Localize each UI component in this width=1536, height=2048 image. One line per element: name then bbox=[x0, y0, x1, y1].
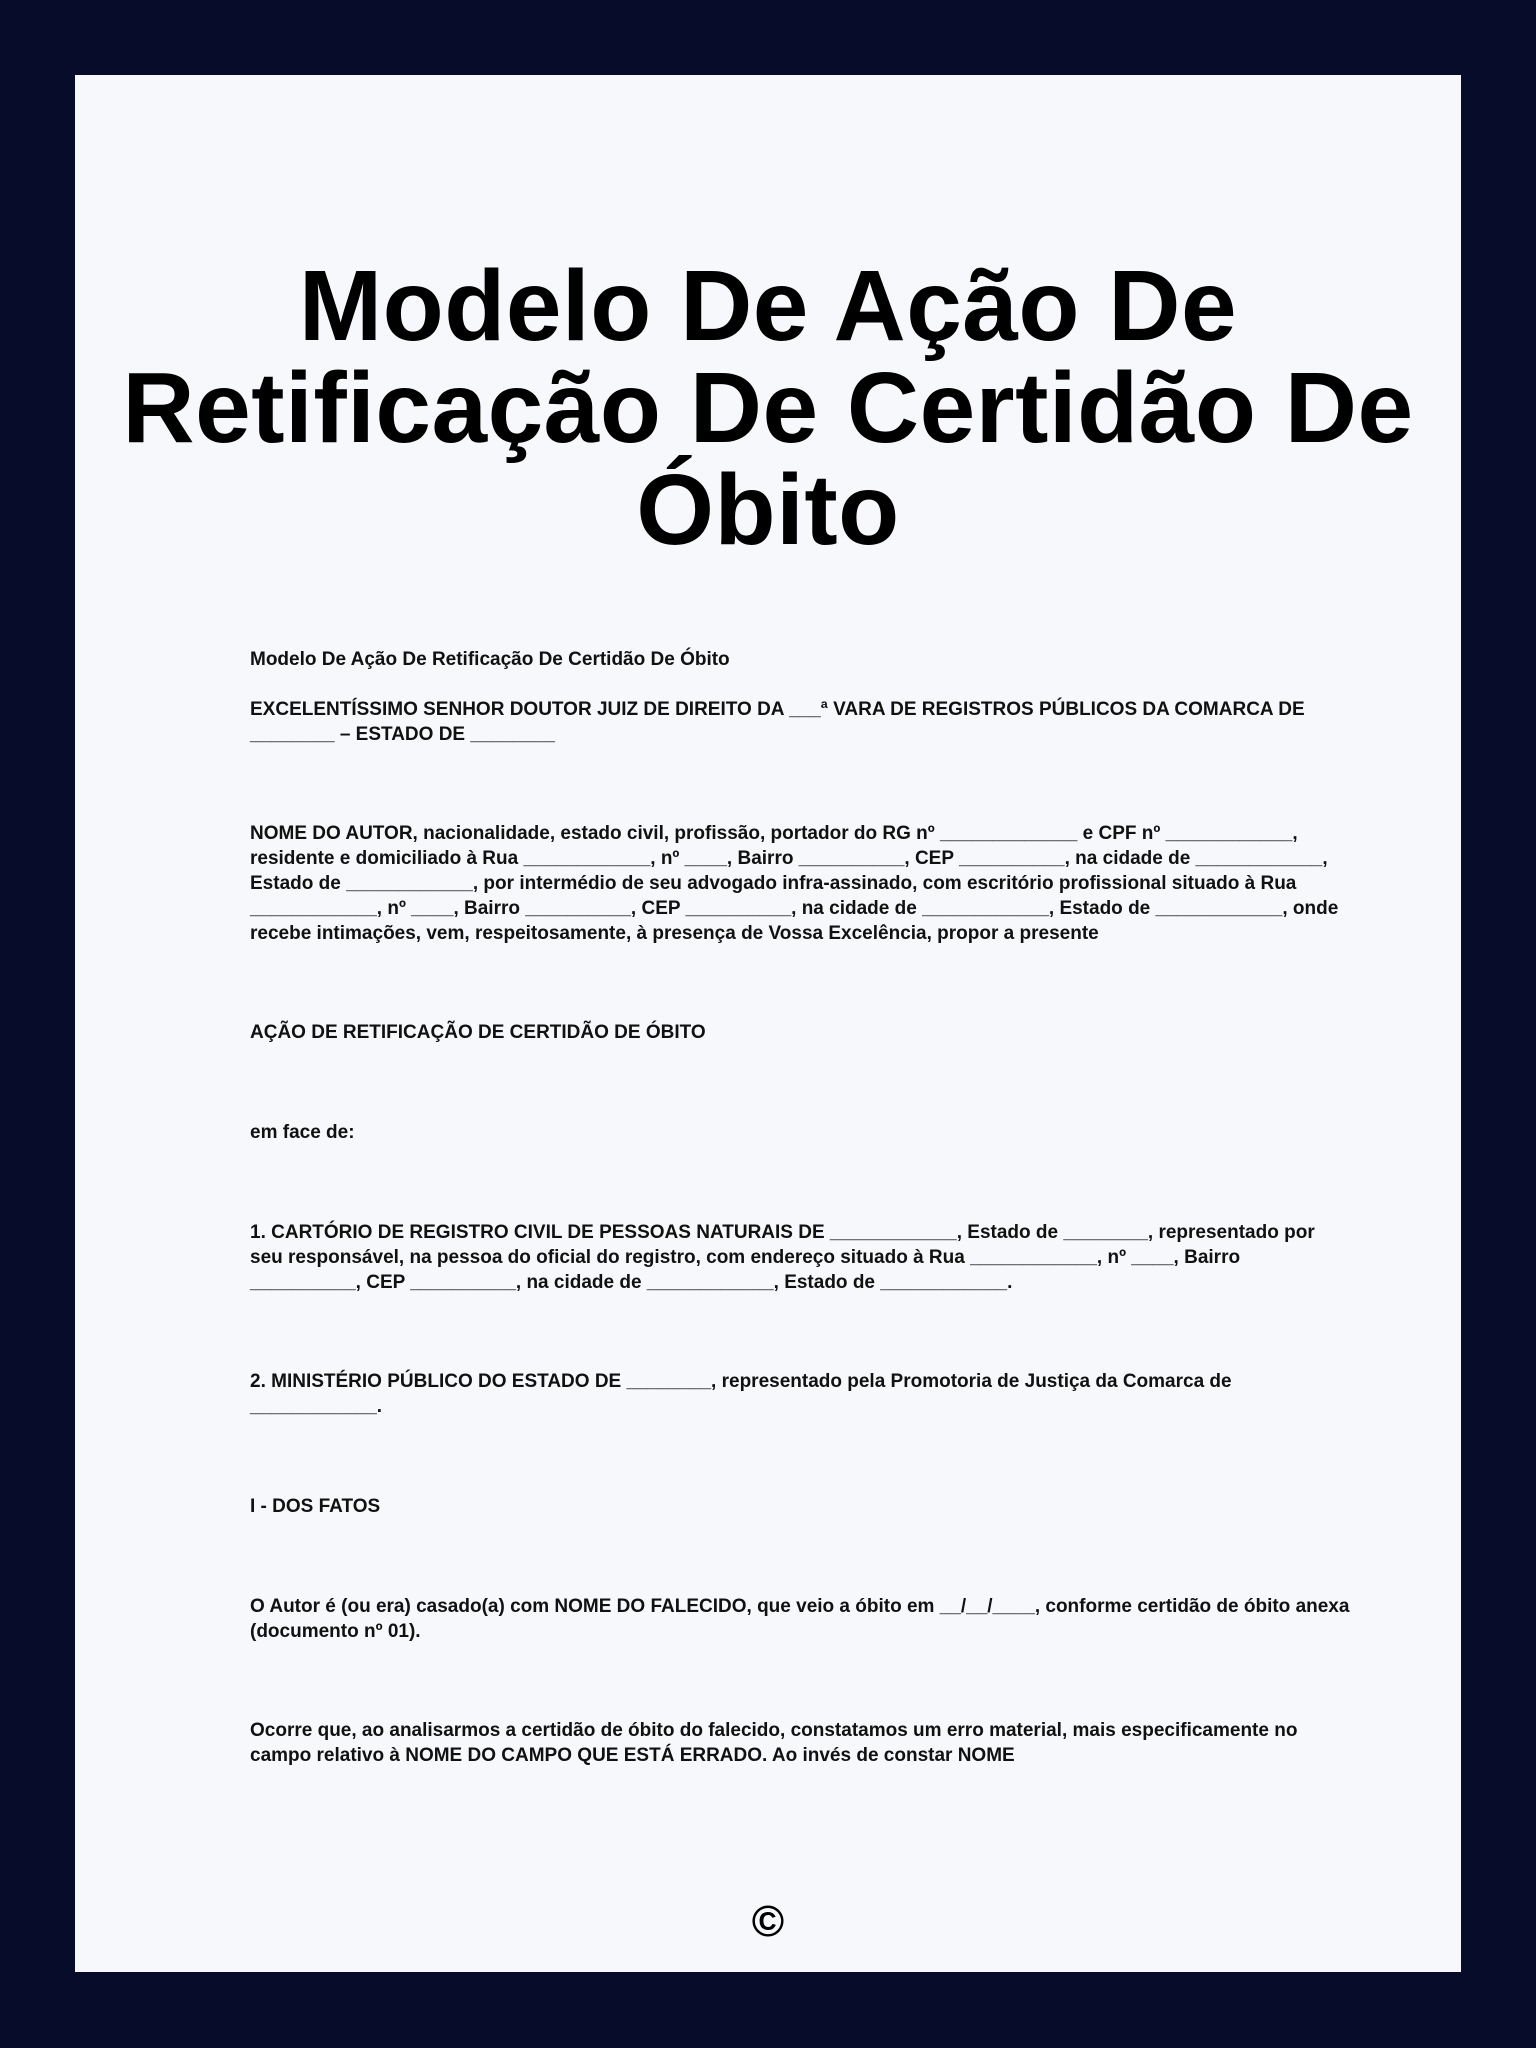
defendant-prosecutor-paragraph: 2. MINISTÉRIO PÚBLICO DO ESTADO DE ________, representado pela Promotoria de Justiça da Comarca de ____________. bbox=[250, 1371, 1232, 1417]
addressee-paragraph: EXCELENTÍSSIMO SENHOR DOUTOR JUIZ DE DIREITO DA ___ª VARA DE REGISTROS PÚBLICOS DA COMARCA DE ________ – ESTADO DE ________ bbox=[250, 699, 1305, 745]
defendant-registry-paragraph: 1. CARTÓRIO DE REGISTRO CIVIL DE PESSOAS NATURAIS DE ____________, Estado de ________, representado por seu responsável, na pessoa do oficial do registro, com endereço situado à Rua ____________, nº ____, Bairro __________, CEP __________, na cidade de ____________, Estado de ____________. bbox=[250, 1222, 1315, 1293]
facts-paragraph-2: Ocorre que, ao analisarmos a certidão de óbito do falecido, constatamos um erro material, mais especificamente no campo relativo à NOME DO CAMPO QUE ESTÁ ERRADO. Ao invés de constar NOME bbox=[250, 1720, 1298, 1766]
copyright-symbol: © bbox=[751, 1897, 785, 1946]
facts-paragraph-1: O Autor é (ou era) casado(a) com NOME DO FALECIDO, que veio a óbito em __/__/____, conforme certidão de óbito anexa (documento nº 01). bbox=[250, 1596, 1350, 1642]
document-subtitle: Modelo De Ação De Retificação De Certidão De Óbito bbox=[250, 649, 730, 670]
plaintiff-paragraph: NOME DO AUTOR, nacionalidade, estado civil, profissão, portador do RG nº _____________ e CPF nº ____________, residente e domiciliado à Rua ____________, nº ____, Bairro __________, CEP __________, na cidade de ____________, Estado de ____________, por intermédio de seu advogado infra-assinado, com escritório profissional situado à Rua ____________, nº ____, Bairro __________, CEP __________, na cidade de ____________, Estado de ____________, onde recebe intimações, vem, respeitosamente, à presença de Vossa Excelência, propor a presente bbox=[250, 823, 1339, 944]
action-heading: AÇÃO DE RETIFICAÇÃO DE CERTIDÃO DE ÓBITO bbox=[250, 1022, 706, 1043]
document-page bbox=[75, 75, 1461, 1972]
facts-heading: I - DOS FATOS bbox=[250, 1496, 381, 1517]
document-title: Modelo De Ação De Retificação De Certidão De Óbito bbox=[122, 250, 1414, 566]
document-body bbox=[250, 647, 1350, 1768]
defendants-intro: em face de: bbox=[250, 1122, 355, 1143]
